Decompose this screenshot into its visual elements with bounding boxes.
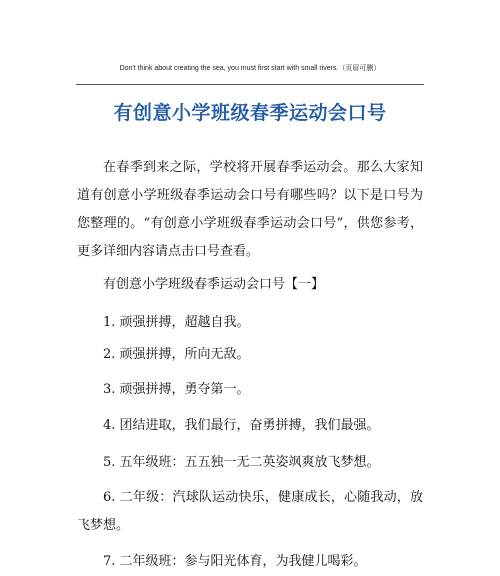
intro-paragraph — [77, 154, 423, 266]
page-header: Don't think about creating the sea, you must first start with small rivers.（页眉可删） — [119, 65, 381, 72]
slogan-item: 1. 顽强拼搏，超越自我。 — [103, 315, 250, 330]
slogan-item: 6. 二年级：汽球队运动快乐，健康成长，心随我动，放飞梦想。 — [77, 490, 423, 533]
slogan-item: 4. 团结进取，我们最行，奋勇拼搏，我们最强。 — [103, 418, 380, 433]
slogan-item: 3. 顽强拼搏，勇夺第一。 — [103, 382, 250, 397]
slogan-item: 2. 顽强拼搏，所向无敌。 — [103, 347, 250, 362]
slogan-item: 5. 五年级班：五五独一无二英姿飒爽放飞梦想。 — [103, 455, 380, 470]
header-divider — [76, 84, 424, 85]
intro-text: 在春季到来之际，学校将开展春季运动会。那么大家知道有创意小学班级春季运动会口号有哪些吗？以下是口号为您整理的。“有创意小学班级春季运动会口号”，供您参考，更多详细内容请点击口号查看。 — [77, 160, 423, 259]
slogan-item: 7. 二年级班：参与阳光体育，为我健儿喝彩。 — [103, 554, 367, 569]
document-title: 有创意小学班级春季运动会口号 — [113, 102, 387, 124]
section-heading: 有创意小学班级春季运动会口号【一】 — [103, 277, 325, 292]
